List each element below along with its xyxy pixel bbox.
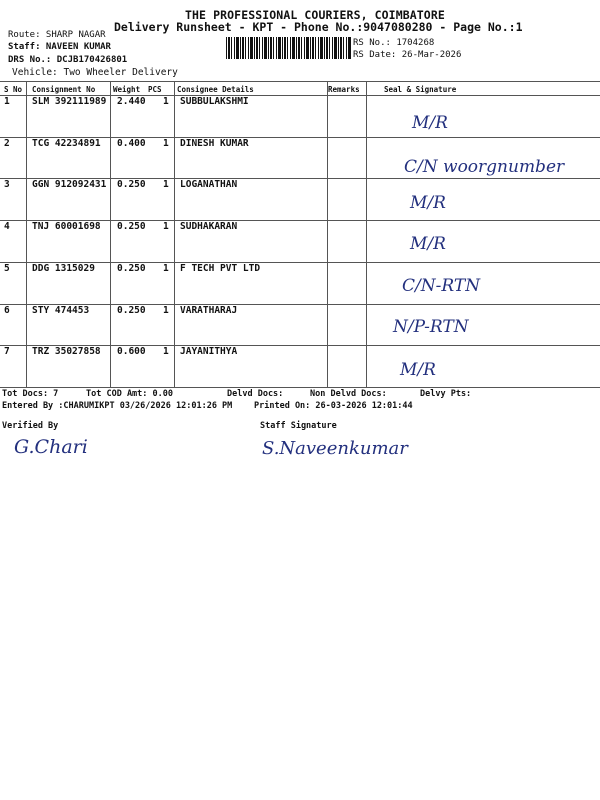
col-header-consignment: Consignment No xyxy=(32,85,96,94)
verified-by-label: Verified By xyxy=(2,421,59,431)
vehicle-text: Vehicle: Two Wheeler Delivery xyxy=(12,67,178,78)
table-top-rule xyxy=(0,81,600,82)
consignee-cell: JAYANITHYA xyxy=(180,346,238,358)
sno-cell: 3 xyxy=(4,179,10,191)
runsheet-subtitle: Delivery Runsheet - KPT - Phone No.:9047080280 - Page No.:1 xyxy=(114,20,523,34)
delivery-signature: C/N-RTN xyxy=(402,276,481,296)
consignment-cell: GGN 912092431 xyxy=(32,179,107,191)
sno-cell: 1 xyxy=(4,96,10,107)
sno-cell: 7 xyxy=(4,346,10,358)
consignee-cell: SUBBULAKSHMI xyxy=(180,96,249,107)
sno-cell: 2 xyxy=(4,137,10,149)
pcs-cell: 1 xyxy=(163,304,169,316)
sno-cell: 5 xyxy=(4,262,10,274)
route-text: Route: SHARP NAGAR xyxy=(8,30,106,40)
consignment-cell: SLM 392111989 xyxy=(32,96,107,107)
drs-number: DRS No.: DCJB170426801 xyxy=(8,55,128,65)
delivery-signature: M/R xyxy=(410,193,446,213)
pcs-cell: 1 xyxy=(163,96,169,107)
consignee-cell: DINESH KUMAR xyxy=(180,137,249,149)
non-delivered-docs: Non Delvd Docs: xyxy=(310,389,387,399)
staff-text: Staff: NAVEEN KUMAR xyxy=(8,42,111,52)
column-divider xyxy=(366,81,367,387)
delivery-signature: M/R xyxy=(412,113,448,133)
column-divider xyxy=(110,81,111,387)
column-divider xyxy=(174,81,175,387)
consignment-cell: STY 474453 xyxy=(32,304,90,316)
delivered-docs: Delvd Docs: xyxy=(227,389,284,399)
weight-cell: 0.250 xyxy=(117,304,146,316)
column-divider xyxy=(26,81,27,387)
consignment-cell: TNJ 60001698 xyxy=(32,221,101,233)
col-header-signature: Seal & Signature xyxy=(384,85,457,94)
delivery-signature: N/P-RTN xyxy=(393,317,469,337)
delivery-points: Delvy Pts: xyxy=(420,389,472,399)
weight-cell: 0.400 xyxy=(117,137,146,149)
col-header-weight: Weight xyxy=(113,85,141,94)
sno-cell: 6 xyxy=(4,304,10,316)
pcs-cell: 1 xyxy=(163,221,169,233)
table-bottom-rule xyxy=(0,387,600,388)
consignee-cell: SUDHAKARAN xyxy=(180,221,238,233)
col-header-sno: S No xyxy=(4,85,23,94)
sno-cell: 4 xyxy=(4,221,10,233)
total-cod-amount: Tot COD Amt: 0.00 xyxy=(86,389,173,399)
weight-cell: 0.250 xyxy=(117,221,146,233)
rs-date: RS Date: 26-Mar-2026 xyxy=(353,50,462,60)
weight-cell: 0.600 xyxy=(117,346,146,358)
column-divider xyxy=(327,81,328,387)
staff-signature-label: Staff Signature xyxy=(260,421,337,431)
delivery-signature: M/R xyxy=(400,360,436,380)
delivery-signature: C/N woorgnumber xyxy=(404,157,565,177)
entered-by: Entered By :CHARUMIKPT 03/26/2026 12:01:26 PM xyxy=(2,401,233,411)
delivery-signature: M/R xyxy=(410,234,446,254)
pcs-cell: 1 xyxy=(163,262,169,274)
col-header-remarks: Remarks xyxy=(328,85,360,94)
weight-cell: 0.250 xyxy=(117,179,146,191)
weight-cell: 0.250 xyxy=(117,262,146,274)
barcode-image xyxy=(226,37,351,59)
consignee-cell: VARATHARAJ xyxy=(180,304,238,316)
col-header-pcs: PCS xyxy=(148,85,162,94)
weight-cell: 2.440 xyxy=(117,96,146,107)
verifier-signature: G.Chari xyxy=(14,436,88,458)
pcs-cell: 1 xyxy=(163,137,169,149)
total-docs: Tot Docs: 7 xyxy=(2,389,59,399)
staff-signature: S.Naveenkumar xyxy=(262,438,408,459)
consignment-cell: TCG 42234891 xyxy=(32,137,101,149)
printed-on: Printed On: 26-03-2026 12:01:44 xyxy=(254,401,413,411)
pcs-cell: 1 xyxy=(163,179,169,191)
col-header-consignee: Consignee Details xyxy=(177,85,254,94)
company-title: THE PROFESSIONAL COURIERS, COIMBATORE xyxy=(185,8,445,22)
pcs-cell: 1 xyxy=(163,346,169,358)
consignment-cell: TRZ 35027858 xyxy=(32,346,101,358)
consignee-cell: F TECH PVT LTD xyxy=(180,262,261,274)
consignment-cell: DDG 1315029 xyxy=(32,262,95,274)
rs-number: RS No.: 1704268 xyxy=(353,38,435,48)
row-rule xyxy=(0,304,600,305)
consignee-cell: LOGANATHAN xyxy=(180,179,238,191)
